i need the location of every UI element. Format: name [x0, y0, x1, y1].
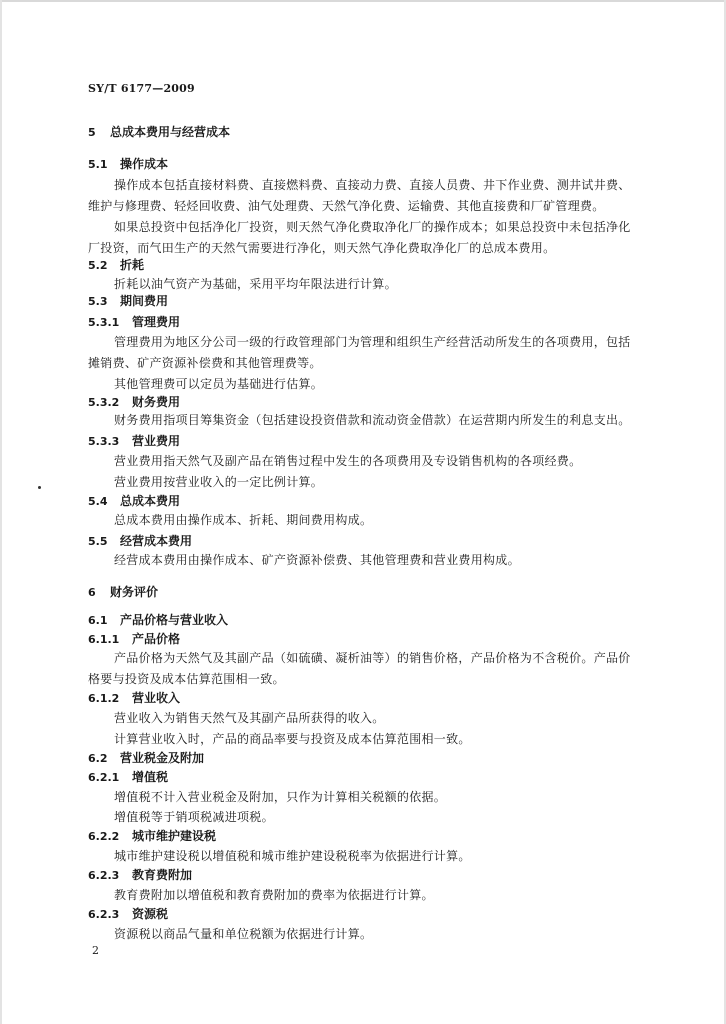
section-number: 6.2	[88, 752, 108, 765]
page-edge-top	[0, 0, 726, 2]
section-heading-6-1	[88, 612, 228, 629]
section-heading-5-3-1	[88, 314, 180, 331]
section-number: 5.3.2	[88, 396, 120, 409]
section-title: 产品价格与营业收入	[120, 613, 229, 627]
paragraph-line: 摊销费、矿产资源补偿费和其他管理费等。	[88, 356, 322, 370]
section-number: 6	[88, 586, 96, 599]
section-heading-6-2	[88, 750, 204, 767]
section-title: 财务评价	[110, 585, 159, 599]
paragraph-line: 如果总投资中包括净化厂投资，则天然气净化费取净化厂的操作成本；如果总投资中未包括净化	[114, 220, 631, 234]
section-title: 营业税金及附加	[120, 751, 205, 765]
section-heading-6	[88, 584, 158, 601]
section-title: 折耗	[120, 258, 145, 272]
section-heading-5-3-3	[88, 433, 180, 450]
section-heading-6-1-1	[88, 631, 180, 648]
paragraph-line: 营业费用按营业收入的一定比例计算。	[114, 475, 324, 489]
section-number: 6.2.2	[88, 830, 120, 843]
paragraph-line: 营业费用指天然气及副产品在销售过程中发生的各项费用及专设销售机构的各项经费。	[114, 454, 582, 468]
section-number: 6.1.1	[88, 633, 120, 646]
paragraph-line: 城市维护建设税以增值税和城市维护建设税税率为依据进行计算。	[114, 849, 471, 863]
section-heading-6-2-3-resource	[88, 906, 168, 923]
paragraph-line: 增值税不计入营业税金及附加，只作为计算相关税额的依据。	[114, 790, 447, 804]
section-number: 5.5	[88, 535, 108, 548]
section-title: 总成本费用与经营成本	[110, 125, 231, 139]
section-title: 管理费用	[132, 315, 181, 329]
paragraph-line: 营业收入为销售天然气及其副产品所获得的收入。	[114, 711, 385, 725]
section-title: 总成本费用	[120, 494, 181, 508]
paragraph-line: 产品价格为天然气及其副产品（如硫磺、凝析油等）的销售价格，产品价格为不含税价。产品价	[114, 651, 631, 665]
section-heading-6-2-3	[88, 867, 192, 884]
section-title: 期间费用	[120, 294, 169, 308]
section-heading-5-3-2	[88, 394, 180, 411]
paragraph-line: 其他管理费可以定员为基础进行估算。	[114, 377, 324, 391]
paragraph-line: 总成本费用由操作成本、折耗、期间费用构成。	[114, 513, 373, 527]
section-number: 6.2.1	[88, 771, 120, 784]
section-title: 营业费用	[132, 434, 181, 448]
section-heading-5-4	[88, 493, 180, 510]
section-number: 5.3.3	[88, 435, 120, 448]
section-number: 6.2.3	[88, 869, 120, 882]
scan-speck	[38, 486, 41, 489]
section-heading-6-2-1	[88, 769, 168, 786]
section-heading-5-3	[88, 293, 168, 310]
paragraph-line: 财务费用指项目筹集资金（包括建设投资借款和流动资金借款）在运营期内所发生的利息支出。	[114, 413, 631, 427]
section-heading-5-2	[88, 257, 144, 274]
paragraph-line: 管理费用为地区分公司一级的行政管理部门为管理和组织生产经营活动所发生的各项费用，包括	[114, 335, 631, 349]
section-title: 城市维护建设税	[132, 829, 217, 843]
section-number: 6.1	[88, 614, 108, 627]
section-number: 5	[88, 126, 96, 139]
section-heading-6-1-2	[88, 690, 180, 707]
section-title: 增值税	[132, 770, 169, 784]
section-number: 5.4	[88, 495, 108, 508]
paragraph-line: 计算营业收入时，产品的商品率要与投资及成本估算范围相一致。	[114, 732, 471, 746]
paragraph-line: 厂投资，而气田生产的天然气需要进行净化，则天然气净化费取净化厂的总成本费用。	[88, 241, 556, 255]
section-heading-6-2-2	[88, 828, 216, 845]
page-edge-left	[0, 0, 2, 1024]
section-number: 6.2.3	[88, 908, 120, 921]
section-heading-5	[88, 124, 230, 141]
section-title: 教育费附加	[132, 868, 193, 882]
paragraph-line: 折耗以油气资产为基础，采用平均年限法进行计算。	[114, 277, 397, 291]
paragraph-line: 教育费附加以增值税和教育费附加的费率为依据进行计算。	[114, 888, 434, 902]
section-number: 5.2	[88, 259, 108, 272]
section-title: 经营成本费用	[120, 534, 193, 548]
section-number: 5.1	[88, 158, 108, 171]
paragraph-line: 维护与修理费、轻烃回收费、油气处理费、天然气净化费、运输费、其他直接费和厂矿管理费。	[88, 199, 605, 213]
section-title: 营业收入	[132, 691, 181, 705]
paragraph-line: 经营成本费用由操作成本、矿产资源补偿费、其他管理费和营业费用构成。	[114, 553, 520, 567]
section-title: 产品价格	[132, 632, 181, 646]
section-number: 5.3.1	[88, 316, 120, 329]
section-title: 操作成本	[120, 157, 169, 171]
standard-code-header: SY/T 6177—2009	[88, 82, 195, 95]
section-title: 资源税	[132, 907, 169, 921]
section-title: 财务费用	[132, 395, 181, 409]
section-heading-5-5	[88, 533, 192, 550]
section-number: 6.1.2	[88, 692, 120, 705]
section-heading-5-1	[88, 156, 168, 173]
page-number: 2	[92, 944, 99, 957]
paragraph-line: 格要与投资及成本估算范围相一致。	[88, 672, 285, 686]
section-number: 5.3	[88, 295, 108, 308]
paragraph-line: 资源税以商品气量和单位税额为依据进行计算。	[114, 927, 373, 941]
paragraph-line: 操作成本包括直接材料费、直接燃料费、直接动力费、直接人员费、井下作业费、测井试井费、	[114, 178, 631, 192]
paragraph-line: 增值税等于销项税减进项税。	[114, 810, 274, 824]
